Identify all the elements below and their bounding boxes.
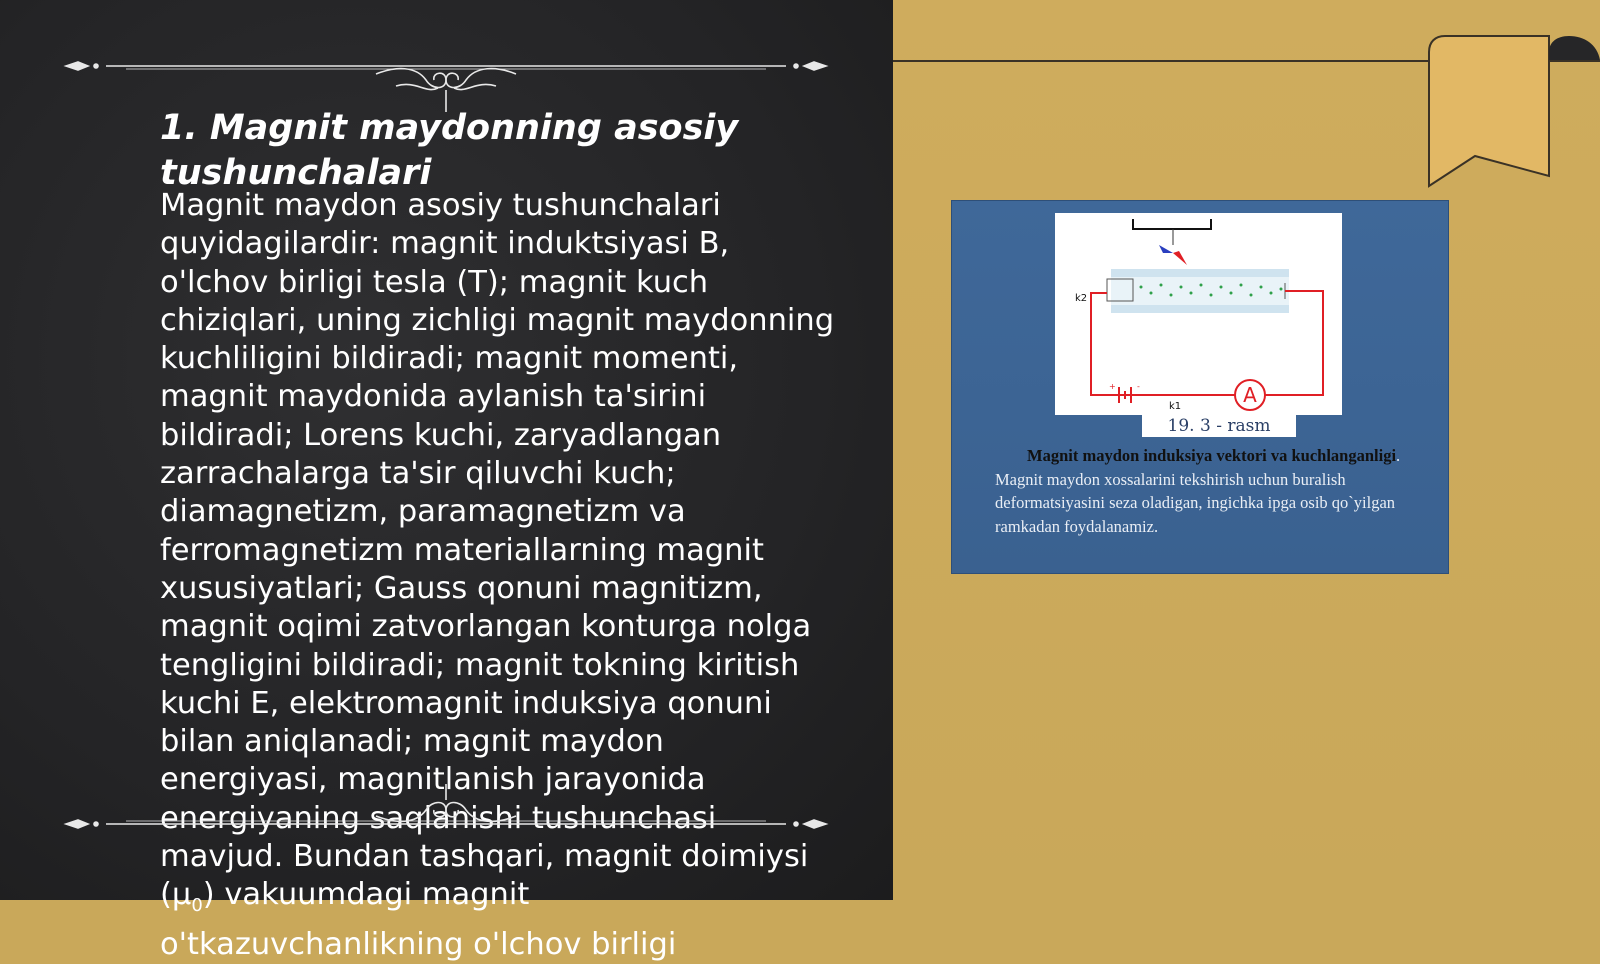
k1-label: k1 <box>1169 401 1182 412</box>
body-text-tail: ) vakuumdagi magnit o'tkazuvchanlikning o'lchov birligi <box>160 877 677 962</box>
figure-caption <box>995 444 1407 538</box>
body-text-main: Magnit maydon asosiy tushunchalari quyidagilardir: magnit induktsiyasi B, o'lchov birligi tesla (T); magnit kuch chiziqlari, uning zichligi magnit maydonning kuchliligini bildiradi; magnit momenti, magnit maydonida aylanish ta'sirini bildiradi; Lorens kuchi, zaryadlangan zarrachalarga ta'sir qiluvchi kuch; diamagnetizm, paramagnetizm va ferromagnetizm materiallarning magnit xususiyatlari; Gauss qonuni magnitizm, magnit oqimi zatvorlangan konturga nolga tengligini bildiradi; magnit tokning kiritish kuchi E, elektromagnit induksiya qonuni bilan aniqlanadi; magnit maydon energiyasi, magnitlanish jarayonida energiyaning saqlanishi tushunchasi mavjud. Bundan tashqari, magnit doimiysi (μ <box>160 188 835 913</box>
circuit-diagram-svg <box>1055 213 1342 415</box>
mu-subscript: 0 <box>191 895 203 917</box>
circuit-diagram <box>1055 213 1342 415</box>
caption-rest: . Magnit maydon xossalarini tekshirish uchun buralish deformatsiyasini seza oladigan, ingichka ipga osib qo`yilgan ramkadan foydalanamiz. <box>995 446 1401 536</box>
figure-card <box>951 200 1449 574</box>
k2-label: k2 <box>1075 293 1088 304</box>
ammeter-label: A <box>1243 383 1257 407</box>
figure-label: 19. 3 - rasm <box>1142 415 1296 437</box>
compass-needle-icon <box>1159 229 1187 265</box>
ammeter-icon <box>1235 380 1265 410</box>
scroll-ornament-icon <box>66 40 826 100</box>
battery-plus-label: + <box>1109 382 1116 391</box>
bookmark-ribbon-icon <box>1429 36 1600 200</box>
caption-bold: Magnit maydon induksiya vektori va kuchlanganligi <box>1027 446 1397 465</box>
scroll-ornament-icon <box>66 778 826 838</box>
slide-title: 1. Magnit maydonning asosiy tushunchalari <box>160 108 739 193</box>
battery-minus-label: - <box>1137 382 1140 391</box>
slide-body-text <box>160 187 840 964</box>
